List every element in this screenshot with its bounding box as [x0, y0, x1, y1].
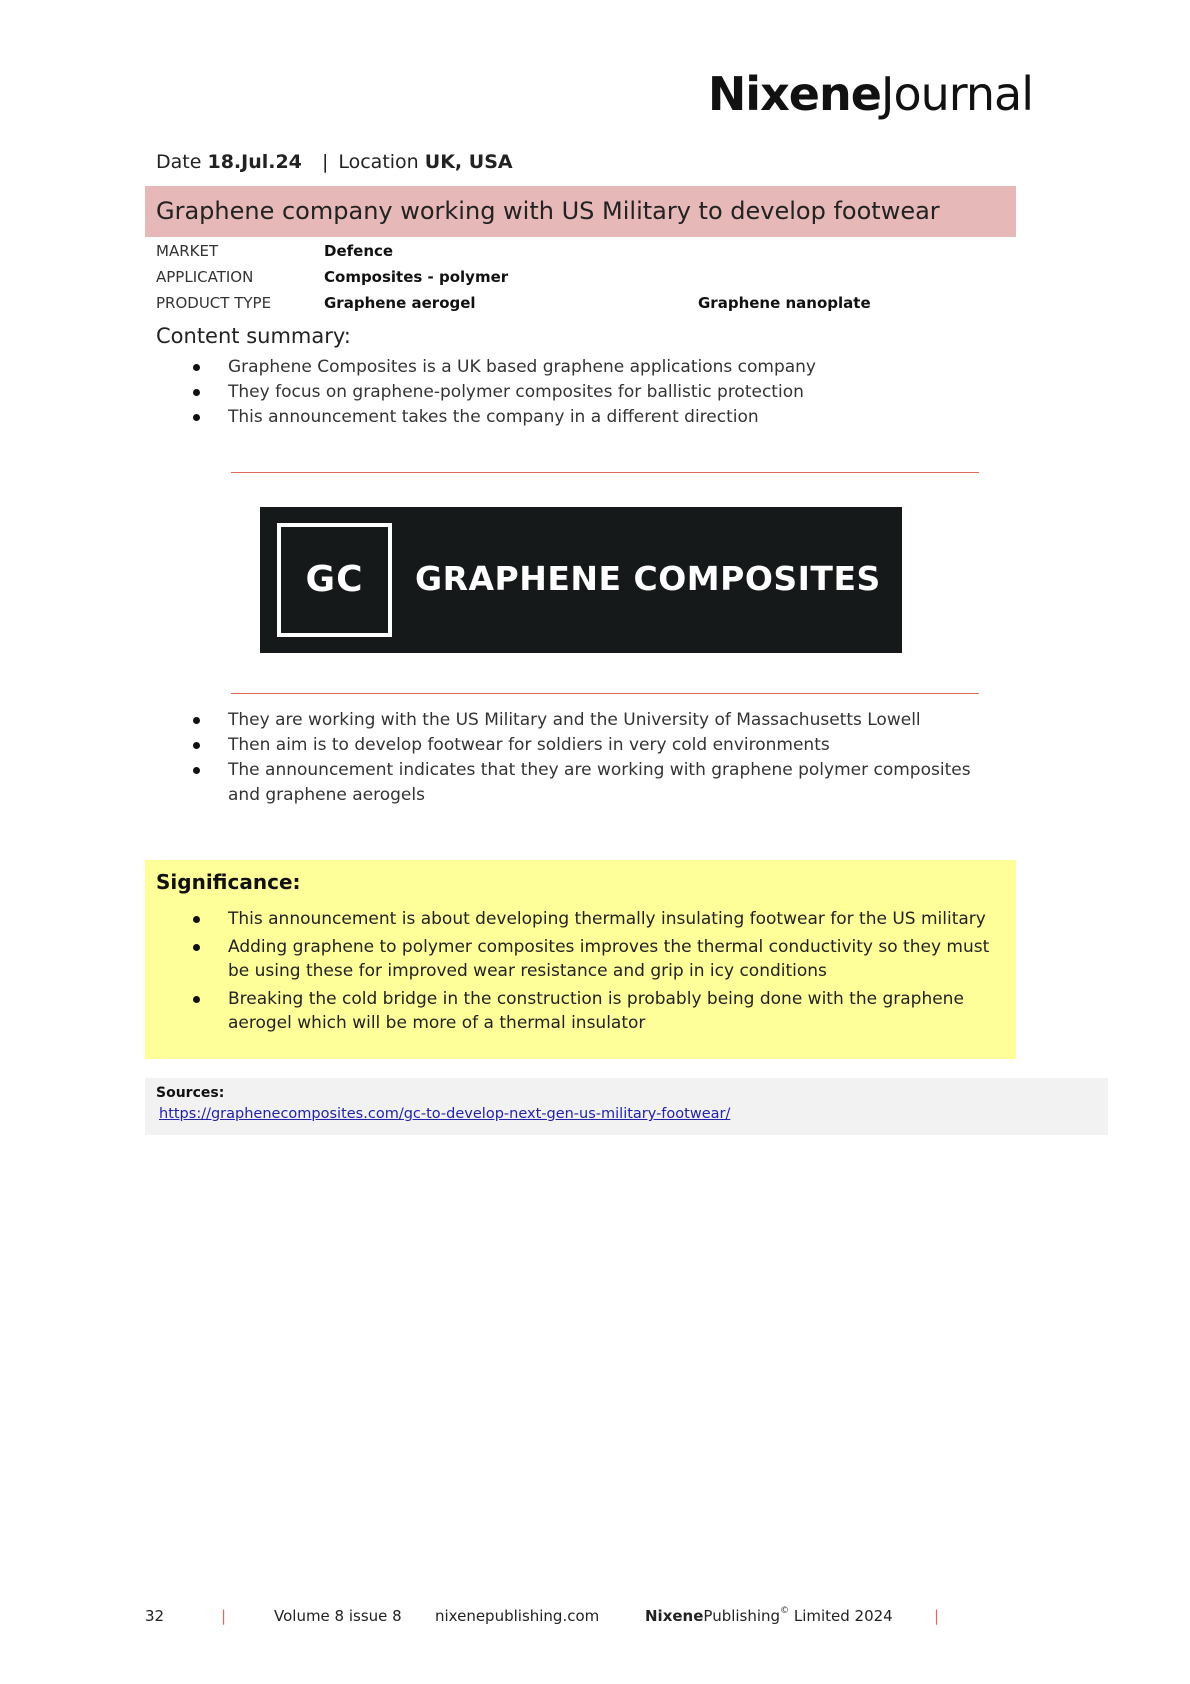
publisher-name: Publishing: [703, 1607, 781, 1625]
footer-divider: |: [934, 1607, 940, 1625]
masthead-brand: Nixene: [707, 67, 881, 121]
list-item: This announcement takes the company in a different direction: [156, 405, 1016, 430]
dateline-separator: |: [321, 151, 329, 173]
market-value: Defence: [324, 242, 394, 260]
footer-volume: Volume 8 issue 8: [274, 1607, 402, 1625]
list-item: Graphene Composites is a UK based graphene applications company: [156, 355, 1016, 380]
list-item: This announcement is about developing thermally insulating footwear for the US military: [156, 907, 1006, 931]
product-type-value: Graphene aerogel: [324, 294, 476, 312]
article-title-bar: [145, 186, 1016, 237]
content-summary-heading: Content summary:: [156, 324, 351, 348]
list-item: The announcement indicates that they are working with graphene polymer composites and graphene aerogels: [156, 758, 996, 808]
sources-label: Sources:: [156, 1085, 225, 1101]
significance-box: [145, 860, 1016, 1059]
divider-rule: [231, 693, 979, 694]
journal-masthead: [708, 68, 1033, 120]
meta-row-application: [156, 266, 1016, 292]
divider-rule: [231, 472, 979, 473]
list-item: Then aim is to develop footwear for soldiers in very cold environments: [156, 733, 996, 758]
meta-row-product-type: [156, 292, 1016, 318]
location-label: Location: [338, 151, 419, 173]
date-value: 18.Jul.24: [207, 151, 302, 173]
content-summary-list: [156, 355, 1016, 430]
copyright-mark: ©: [780, 1606, 790, 1616]
sources-box: [145, 1078, 1108, 1135]
logo-mark-box: [277, 523, 392, 637]
page-footer: [145, 1604, 1045, 1628]
list-item: Breaking the cold bridge in the construction is probably being done with the graphene aerogel which will be more of a thermal insulator: [156, 987, 1006, 1035]
logo-wordmark: GRAPHENE COMPOSITES: [415, 559, 881, 598]
footer-publisher: [645, 1604, 893, 1628]
masthead-word: Journal: [880, 67, 1033, 121]
publisher-suffix: Limited 2024: [789, 1607, 893, 1625]
significance-list: [156, 907, 1006, 1039]
publisher-brand: Nixene: [645, 1607, 704, 1625]
logo-mark: GC: [305, 559, 364, 600]
footer-website: nixenepublishing.com: [435, 1607, 600, 1625]
meta-row-market: [156, 240, 1016, 266]
details-list: [156, 708, 996, 808]
list-item: They focus on graphene-polymer composites for ballistic protection: [156, 380, 1016, 405]
list-item: They are working with the US Military and the University of Massachusetts Lowell: [156, 708, 996, 733]
list-item: Adding graphene to polymer composites improves the thermal conductivity so they must be using these for improved wear resistance and grip in icy conditions: [156, 935, 1006, 983]
dateline: [156, 150, 513, 174]
application-label: APPLICATION: [156, 268, 254, 286]
page-number: 32: [145, 1607, 165, 1625]
product-type-label: PRODUCT TYPE: [156, 294, 272, 312]
graphene-composites-logo: [260, 507, 902, 653]
application-value: Composites - polymer: [324, 268, 509, 286]
significance-heading: Significance:: [156, 870, 301, 894]
location-value: UK, USA: [424, 151, 513, 173]
market-label: MARKET: [156, 242, 219, 260]
article-title: Graphene company working with US Military to develop footwear: [156, 197, 940, 225]
source-link[interactable]: https://graphenecomposites.com/gc-to-develop-next-gen-us-military-footwear/: [159, 1106, 731, 1122]
footer-divider: |: [221, 1607, 227, 1625]
product-type-value: Graphene nanoplate: [698, 294, 871, 312]
date-label: Date: [156, 151, 202, 173]
article-meta: [156, 240, 1016, 318]
